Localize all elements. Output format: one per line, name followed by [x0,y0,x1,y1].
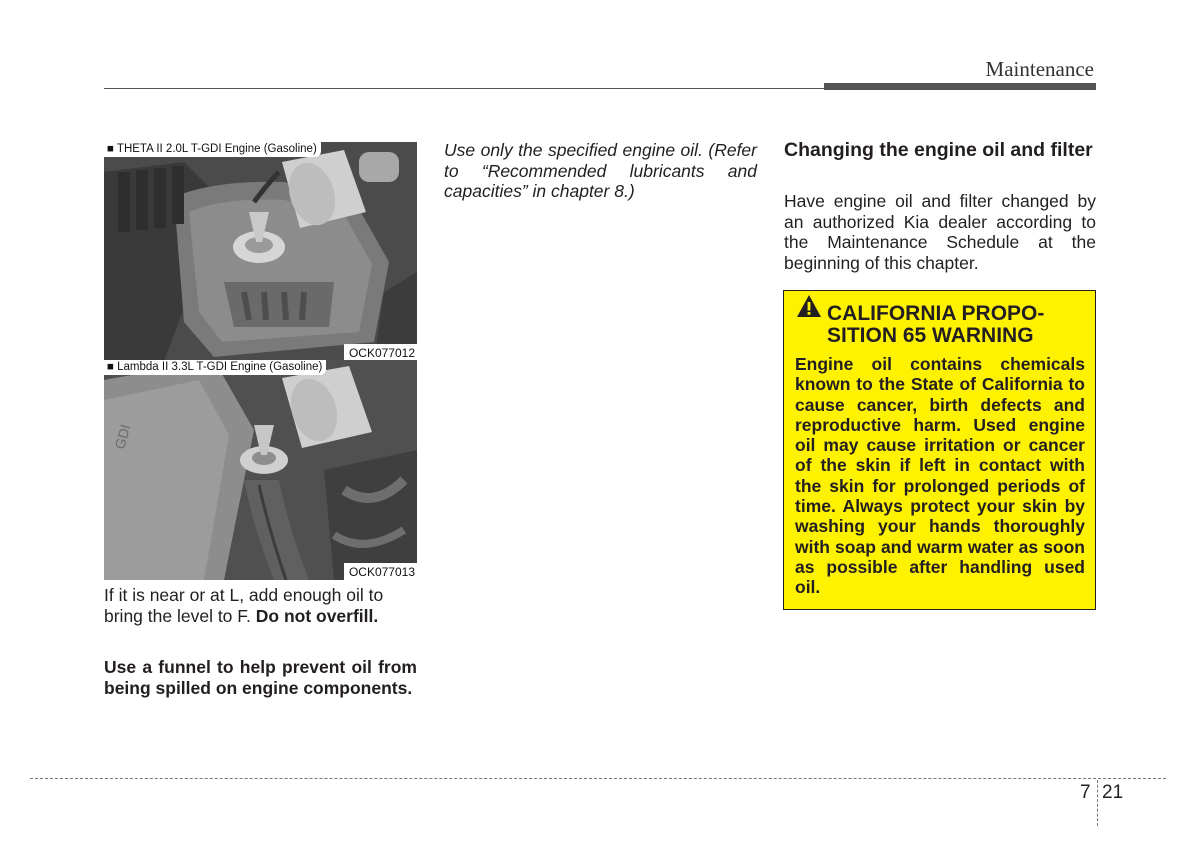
warning-text: Engine oil contains chemicals known to the State of California to cause cancer, birth defects and reproductive harm. Used engine oil may cause irritation or cancer of the skin if left in contact with the skin for prolonged periods of time. Always protect your skin by washing your hands thoroughly with soap and warm water as soon as possible after handling used oil. [795,354,1085,598]
oil-level-text: If it is near or at L, add enough oil to bring the level to F. [104,585,384,626]
chapter-number: 7 [1080,782,1091,803]
page-header-title: Maintenance [985,57,1094,81]
funnel-note: Use a funnel to help prevent oil from being spilled on engine components. [104,657,417,698]
california-warning-box [783,290,1096,610]
page-number: 21 [1102,782,1124,803]
do-not-overfill-text: Do not overfill. [255,605,379,626]
footer-rule [30,778,1166,779]
header-rule-accent [824,83,1096,90]
figure-code: OCK077012 [344,344,417,361]
engine-figure-theta [104,142,417,361]
warning-title-line-1: CALIFORNIA PROPO- [827,302,1045,325]
engine-figure-lambda [104,360,417,580]
oil-level-instruction [104,585,417,626]
figure-code: OCK077013 [344,563,417,580]
svg-text:GDI: GDI [111,422,134,451]
engine-illustration-lambda [104,360,417,580]
engine-illustration-theta [104,142,417,361]
figure-caption: ■ THETA II 2.0L T-GDI Engine (Gasoline) [104,142,321,157]
specified-oil-note: Use only the specified engine oil. (Refer to “Recommended lubricants and capacities” in chapter 8.) [444,140,757,201]
page-number-separator [1097,780,1098,826]
section-heading: Changing the engine oil and filter [784,139,1093,161]
figure-caption: ■ Lambda II 3.3L T-GDI Engine (Gasoline) [104,360,326,375]
warning-title [795,303,1085,347]
header-rule [104,88,824,89]
oil-change-paragraph: Have engine oil and filter changed by an authorized Kia dealer according to the Maintenance Schedule at the beginning of this chapter. [784,191,1096,273]
warning-title-line-2: SITION 65 WARNING [827,324,1034,347]
